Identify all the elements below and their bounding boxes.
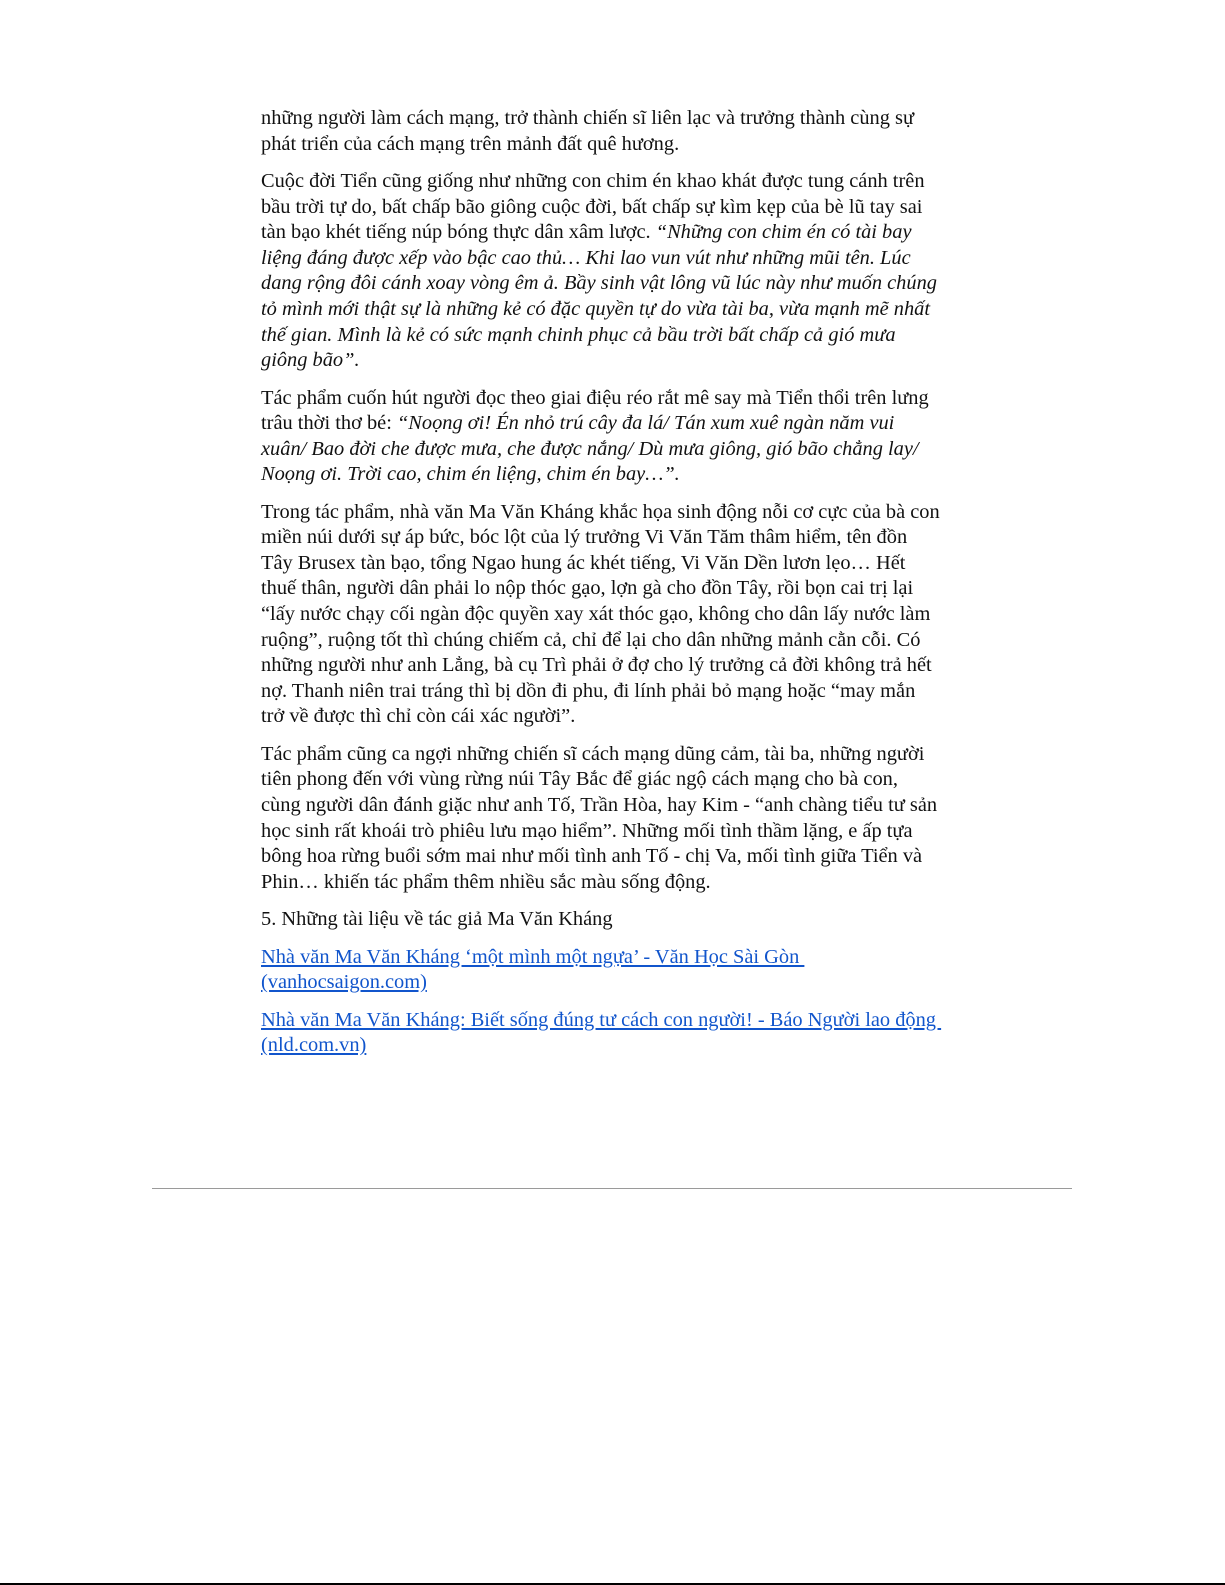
text-line bbox=[261, 386, 967, 412]
text-line bbox=[261, 870, 967, 896]
text-line bbox=[261, 106, 967, 132]
text-line bbox=[261, 704, 967, 730]
body-text: Tác phẩm cũng ca ngợi những chiến sĩ cách mạng dũng cảm, tài ba, những người bbox=[261, 742, 925, 765]
text-line bbox=[261, 437, 967, 463]
text-line bbox=[261, 793, 967, 819]
paragraph-list bbox=[261, 106, 967, 933]
text-line bbox=[261, 907, 967, 933]
text-line bbox=[261, 297, 967, 323]
text-line bbox=[261, 500, 967, 526]
body-text: phát triển của cách mạng trên mảnh đất quê hương. bbox=[261, 132, 680, 155]
text-line bbox=[261, 246, 967, 272]
body-text: 5. Những tài liệu về tác giả Ma Văn Kháng bbox=[261, 908, 613, 931]
italic-quote-text: “Những con chim én có tài bay bbox=[655, 221, 912, 244]
paragraph bbox=[261, 386, 967, 488]
text-line bbox=[261, 602, 967, 628]
text-line bbox=[261, 462, 967, 488]
body-text: Tây Brusex tàn bạo, tổng Ngao hung ác khét tiếng, Vi Văn Dền lươn lẹo… Hết bbox=[261, 551, 906, 574]
italic-quote-text: Noọng ơi. Trời cao, chim én liệng, chim én bay…”. bbox=[261, 463, 680, 486]
reference-links bbox=[261, 945, 967, 1059]
text-line bbox=[261, 679, 967, 705]
italic-quote-text: thế gian. Mình là kẻ có sức mạnh chinh phục cả bầu trời bất chấp cả gió mưa bbox=[261, 323, 896, 346]
body-text: Tác phẩm cuốn hút người đọc theo giai điệu réo rắt mê say mà Tiển thổi trên lưng bbox=[261, 386, 929, 409]
body-text: nợ. Thanh niên trai tráng thì bị dồn đi phu, đi lính phải bỏ mạng hoặc “may mắn bbox=[261, 679, 916, 702]
body-text: Cuộc đời Tiển cũng giống như những con chim én khao khát được tung cánh trên bbox=[261, 169, 925, 192]
italic-quote-text: “Noọng ơi! Én nhỏ trú cây đa lá/ Tán xum xuê ngàn năm vui bbox=[396, 412, 895, 435]
text-line bbox=[261, 169, 967, 195]
paragraph bbox=[261, 742, 967, 896]
body-text: tiên phong đến với vùng rừng núi Tây Bắc để giác ngộ cách mạng cho bà con, bbox=[261, 768, 898, 791]
body-text: ruộng”, ruộng tốt thì chúng chiếm cả, chỉ để lại cho dân những mảnh cằn cỗi. Có bbox=[261, 628, 921, 651]
paragraph bbox=[261, 169, 967, 374]
body-text: thuế thân, người dân phải lo nộp thóc gạo, lợn gà cho đồn Tây, rồi bọn cai trị lại bbox=[261, 577, 914, 600]
text-line bbox=[261, 628, 967, 654]
text-line bbox=[261, 195, 967, 221]
text-line bbox=[261, 132, 967, 158]
page-separator bbox=[152, 1188, 1072, 1189]
body-text: Trong tác phẩm, nhà văn Ma Văn Kháng khắc họa sinh động nỗi cơ cực của bà con bbox=[261, 500, 940, 523]
body-text: trâu thời thơ bé: bbox=[261, 412, 397, 435]
italic-quote-text: giông bão”. bbox=[261, 349, 360, 372]
italic-quote-text: liệng đáng được xếp vào bậc cao thủ… Khi lao vun vút như những mũi tên. Lúc bbox=[261, 246, 911, 269]
paragraph bbox=[261, 500, 967, 730]
text-line bbox=[261, 551, 967, 577]
body-text: học sinh rất khoái trò phiêu lưu mạo hiểm”. Những mối tình thầm lặng, e ấp tựa bbox=[261, 819, 913, 842]
body-text: miền núi dưới sự áp bức, bóc lột của lý trưởng Vi Văn Tăm thâm hiểm, tên đồn bbox=[261, 526, 908, 549]
reference-link[interactable]: Nhà văn Ma Văn Kháng: Biết sống đúng tư cách con người! - Báo Người lao động bbox=[261, 1008, 942, 1031]
body-text: trở về được thì chỉ còn cái xác người”. bbox=[261, 705, 576, 728]
body-text: tàn bạo khét tiếng núp bóng thực dân xâm lược. bbox=[261, 221, 656, 244]
text-line bbox=[261, 576, 967, 602]
italic-quote-text: tỏ mình mới thật sự là những kẻ có đặc quyền tự do vừa tài ba, vừa mạnh mẽ nhất bbox=[261, 297, 931, 320]
text-line bbox=[261, 323, 967, 349]
reference-link[interactable]: Nhà văn Ma Văn Kháng ‘một mình một ngựa’ - Văn Học Sài Gòn bbox=[261, 945, 805, 968]
text-line bbox=[261, 271, 967, 297]
text-line bbox=[261, 844, 967, 870]
body-text: cùng người dân đánh giặc như anh Tố, Trần Hòa, hay Kim - “anh chàng tiểu tư sản bbox=[261, 794, 938, 817]
italic-quote-text: xuân/ Bao đời che được mưa, che được nắng/ Dù mưa giông, gió bão chẳng lay/ bbox=[261, 437, 919, 460]
reference-link[interactable]: (nld.com.vn) bbox=[261, 1034, 367, 1057]
body-text: những người làm cách mạng, trở thành chiến sĩ liên lạc và trưởng thành cùng sự bbox=[261, 107, 914, 129]
paragraph bbox=[261, 106, 967, 157]
reference-link-paragraph bbox=[261, 945, 967, 996]
text-line bbox=[261, 819, 967, 845]
body-text: “lấy nước chạy cối ngàn độc quyền xay xát thóc gạo, không cho dân lấy nước làm bbox=[261, 603, 931, 626]
text-line bbox=[261, 653, 967, 679]
text-line bbox=[261, 742, 967, 768]
text-line bbox=[261, 767, 967, 793]
reference-link[interactable]: (vanhocsaigon.com) bbox=[261, 971, 427, 994]
body-text: bầu trời tự do, bất chấp bão giông cuộc đời, bất chấp sự kìm kẹp của bè lũ tay sai bbox=[261, 195, 923, 218]
body-text: bông hoa rừng buổi sớm mai như mối tình anh Tố - chị Va, mối tình giữa Tiển và bbox=[261, 845, 923, 868]
text-line bbox=[261, 220, 967, 246]
body-text: Phin… khiến tác phẩm thêm nhiều sắc màu sống động. bbox=[261, 870, 711, 893]
document-body bbox=[261, 106, 967, 1071]
text-line bbox=[261, 411, 967, 437]
body-text: những người như anh Lẳng, bà cụ Trì phải ở đợ cho lý trưởng cả đời không trả hết bbox=[261, 654, 932, 677]
paragraph bbox=[261, 907, 967, 933]
italic-quote-text: dang rộng đôi cánh xoay vòng êm ả. Bầy sinh vật lông vũ lúc này như muốn chúng bbox=[261, 272, 937, 295]
reference-link-paragraph bbox=[261, 1008, 967, 1059]
text-line bbox=[261, 525, 967, 551]
text-line bbox=[261, 348, 967, 374]
